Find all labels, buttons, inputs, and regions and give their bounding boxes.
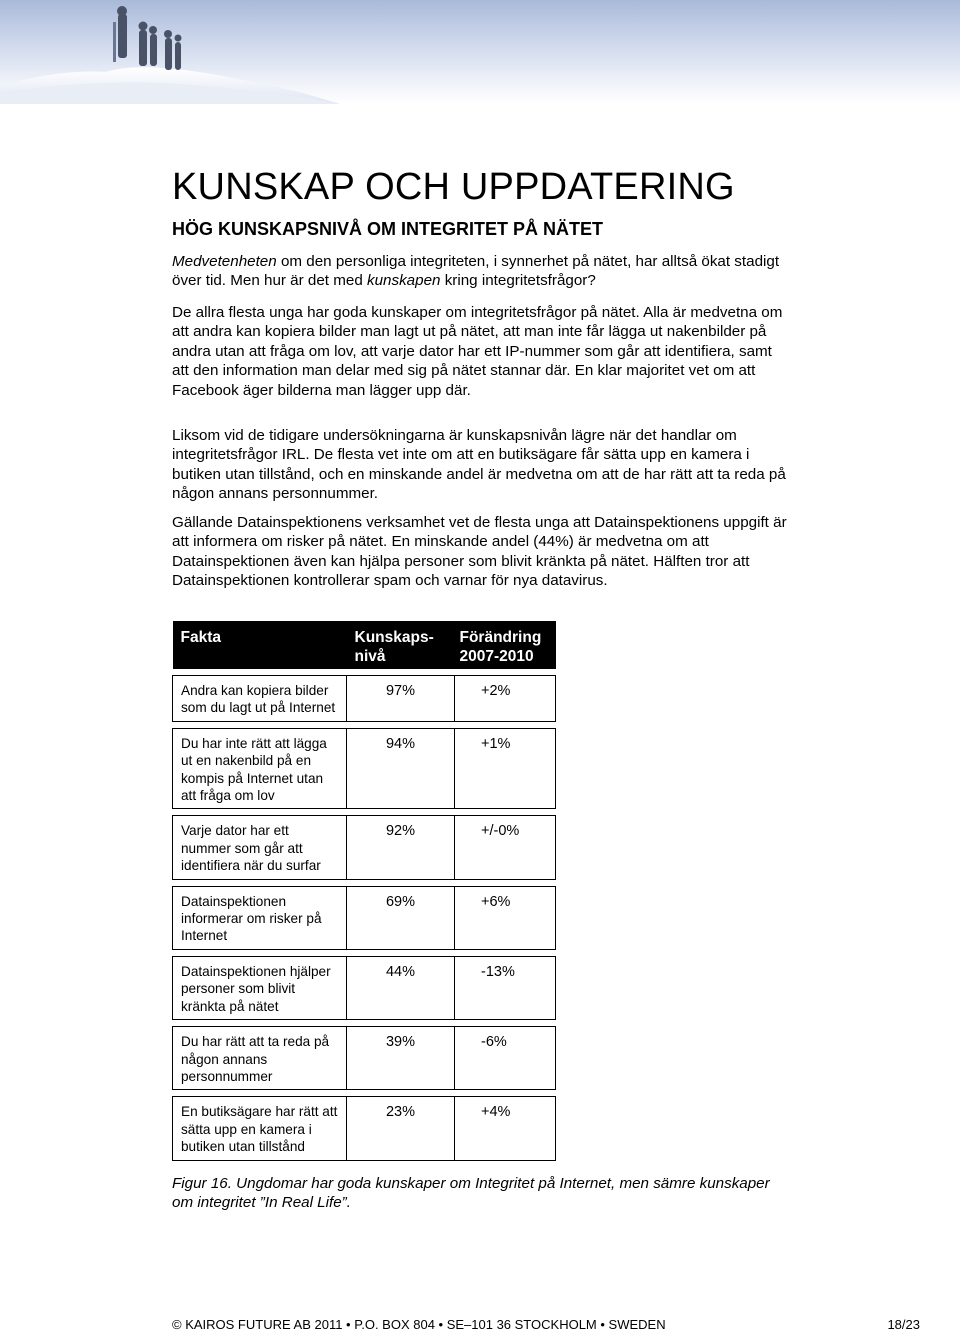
table-row xyxy=(173,886,556,949)
table-header-row xyxy=(173,621,556,669)
fact-cell: Varje dator har ett nummer som går att identifiera när du surfar xyxy=(173,816,347,879)
column-header-fakta: Fakta xyxy=(173,621,347,669)
paragraph-intro xyxy=(172,252,792,291)
emphasis-medvetenheten: Medvetenheten xyxy=(172,253,277,270)
paragraph-datainspektionen: Gällande Datainspektionens verksamhet vet de flesta unga att Datainspektionens uppgift är att informera om risker på nätet. En minskande andel (44%) är medvetna om att Datainspektionen även kan hjälpa personer som blivit kränkta på nätet. Hälften tror att Datainspektionen kontrollerar spam och varnar för nya datavirus. xyxy=(172,514,787,590)
level-cell: 23% xyxy=(347,1097,455,1160)
level-cell: 92% xyxy=(347,816,455,879)
intro-text-2: kring integritetsfrågor? xyxy=(440,272,596,290)
intro-text-1: om den personliga integriteten, i synnerhet på nätet, har alltså ökat stadigt över tid. Men hur är det med xyxy=(172,253,780,290)
level-cell: 69% xyxy=(347,886,455,949)
page-number: 18/23 xyxy=(887,1317,920,1332)
column-header-kunskapsniva: Kunskaps-nivå xyxy=(347,621,455,669)
facts-table xyxy=(172,621,556,1161)
page-title: KUNSKAP OCH UPPDATERING xyxy=(172,166,735,208)
fact-cell: Du har rätt att ta reda på någon annans personnummer xyxy=(173,1027,347,1090)
footer-address: © KAIROS FUTURE AB 2011 • P.O. BOX 804 • SE–101 36 STOCKHOLM • SWEDEN xyxy=(172,1317,666,1332)
change-cell: -13% xyxy=(455,956,556,1019)
climbers-silhouettes xyxy=(113,6,182,70)
emphasis-kunskapen: kunskapen xyxy=(367,272,441,290)
change-cell: -6% xyxy=(455,1027,556,1090)
figure-caption: Figur 16. Ungdomar har goda kunskaper om Integritet på Internet, men sämre kunskaper om integritet ”In Real Life”. xyxy=(172,1175,770,1212)
level-cell: 44% xyxy=(347,956,455,1019)
paragraph-knowledge-irl: Liksom vid de tidigare undersökningarna är kunskapsnivån lägre när det handlar om integritetsfrågor IRL. De flesta vet inte om att en butiksägare får sätta upp en kamera i butiken utan tillstånd, och en minskande andel är medvetna om att de har rätt att ta reda på någon annans personnummer. xyxy=(172,427,786,503)
page-footer xyxy=(172,1317,920,1333)
change-cell: +4% xyxy=(455,1097,556,1160)
table-row xyxy=(173,956,556,1019)
fact-cell: Andra kan kopiera bilder som du lagt ut på Internet xyxy=(173,676,347,722)
level-cell: 39% xyxy=(347,1027,455,1090)
fact-cell: Du har inte rätt att lägga ut en nakenbild på en kompis på Internet utan att fråga om lov xyxy=(173,728,347,809)
change-cell: +2% xyxy=(455,676,556,722)
table-row xyxy=(173,1027,556,1090)
table-row xyxy=(173,676,556,722)
table-row xyxy=(173,816,556,879)
table-row xyxy=(173,728,556,809)
change-cell: +/-0% xyxy=(455,816,556,879)
fact-cell: Datainspektionen informerar om risker på Internet xyxy=(173,886,347,949)
level-cell: 97% xyxy=(347,676,455,722)
section-subtitle: HÖG KUNSKAPSNIVÅ OM INTEGRITET PÅ NÄTET xyxy=(172,219,604,239)
change-cell: +1% xyxy=(455,728,556,809)
column-header-forandring: Förändring 2007-2010 xyxy=(455,621,556,669)
change-cell: +6% xyxy=(455,886,556,949)
mountain-summit-illustration xyxy=(0,0,960,104)
paragraph-knowledge-online: De allra flesta unga har goda kunskaper om integritetsfrågor på nätet. Alla är medvetna om att andra kan kopiera bilder man lagt ut på nätet, att man inte får lägga ut nakenbilder på andra utan att fråga om lov, att varje dator har ett IP-nummer som går att identifiera, samt att den information man delar med sig på nätet stannar där. En klar majoritet vet om att Facebook äger bilderna man lägger upp där. xyxy=(172,304,783,399)
fact-cell: Datainspektionen hjälper personer som blivit kränkta på nätet xyxy=(173,956,347,1019)
level-cell: 94% xyxy=(347,728,455,809)
fact-cell: En butiksägare har rätt att sätta upp en kamera i butiken utan tillstånd xyxy=(173,1097,347,1160)
table-row xyxy=(173,1097,556,1160)
header-banner-image xyxy=(0,0,960,104)
